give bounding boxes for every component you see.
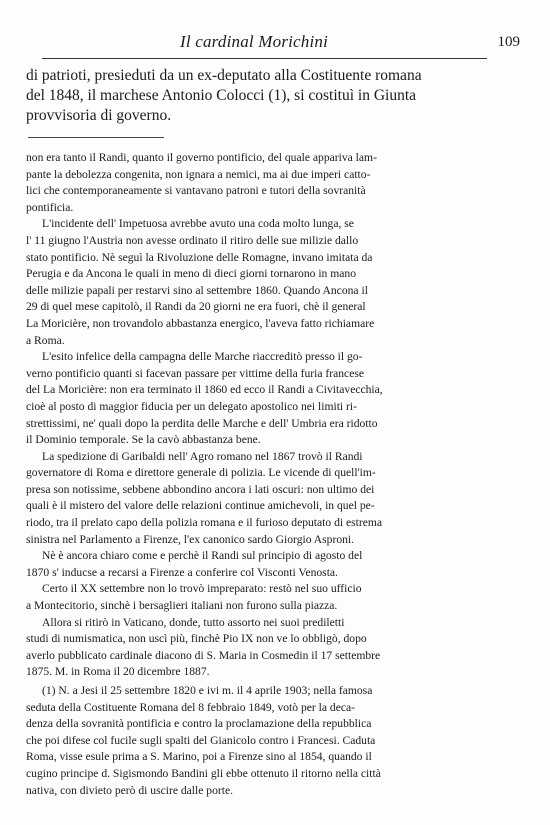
footnote-line: cugino principe d. Sigismondo Bandini gli ebbe ottenuto il ritorno nella città <box>26 766 381 780</box>
text-line: 1875. M. in Roma il 20 dicembre 1887. <box>26 665 210 679</box>
footnote-line: Roma, visse esule prima a S. Marino, poi a Firenze sino al 1854, quando il <box>26 750 372 764</box>
text-line: il Dominio temporale. Se la cavò abbastanza bene. <box>26 433 261 447</box>
running-header <box>40 32 520 52</box>
footnote-line: (1) N. a Jesi il 25 settembre 1820 e ivi m. il 4 aprile 1903; nella famosa <box>42 684 373 697</box>
text-line: 29 di quel mese capitolò, il Randi da 20 giorni ne era fuori, chè il general <box>26 300 366 314</box>
footnote-line: che poi difese col fucile sugli spalti del Gianicolo contro i Francesi. Caduta <box>26 733 376 747</box>
text-line: Allora si ritirò in Vaticano, donde, tutto assorto nei suoi prediletti <box>42 615 345 629</box>
text-line: a Montecitorio, sinchè i bersaglieri italiani non furono sulla piazza. <box>26 599 338 613</box>
text-line: pante la debolezza congenita, non ignara a nemici, ma ai due imperi catto- <box>26 167 371 181</box>
text-line: lici che contemporaneamente si vantavano patroni e tutori della sovranità <box>26 184 366 198</box>
text-line: Perugia e da Ancona le quali in meno di dieci giorni tornarono in mano <box>26 267 357 281</box>
body-text <box>26 150 508 799</box>
text-line: sinistra nel Parlamento a Firenze, l'ex canonico sardo Giorgio Asproni. <box>26 532 355 546</box>
paragraph <box>26 615 508 681</box>
text-line: del 1848, il marchese Antonio Colocci (1), si costituì in Giunta <box>26 87 417 104</box>
text-line: studi di numismatica, non uscì più, finchè Pio IX non ve lo obbligò, dopo <box>26 632 367 646</box>
footnote <box>26 683 508 799</box>
continued-paragraph <box>26 66 506 126</box>
running-title: Il cardinal Morichini <box>180 32 329 51</box>
header-rule <box>42 58 487 59</box>
text-line: La Moricière, non trovandolo abbastanza energico, l'aveva fatto richiamare <box>26 316 375 330</box>
text-line: verno pontificio quanti si facevan passare per vittime della furia francese <box>26 366 365 380</box>
paragraph <box>26 581 508 614</box>
text-line: cioè al posto di maggior fiducia per un delegato apostolico nei limiti ri- <box>26 399 357 413</box>
footnote-line: nativa, con divieto però di uscire dalle porte. <box>26 783 234 797</box>
text-line: strettissimi, ne' quali dopo la perdita delle Marche e dell' Umbria era ridotto <box>26 416 378 430</box>
text-line: La spedizione di Garibaldi nell' Agro romano nel 1867 trovò il Randi <box>42 449 363 463</box>
text-line: pontificia. <box>26 200 74 214</box>
text-line: non era tanto il Randi, quanto il governo pontificio, del quale appariva lam- <box>26 151 377 164</box>
text-line: l' 11 giugno l'Austria non avesse ordinato il ritiro delle sue milizie dallo <box>26 233 359 247</box>
paragraph <box>26 449 508 549</box>
paragraph <box>26 548 508 581</box>
text-line: riodo, tra il prelato capo della polizia romana e il furioso deputato di estrema <box>26 516 383 530</box>
text-line: stato pontificio. Nè seguì la Rivoluzione delle Romagne, invano imitata da <box>26 250 373 264</box>
text-line: provvisoria di governo. <box>26 107 172 124</box>
text-line: 1870 s' inducse a recarsi a Firenze a conferire col Visconti Venosta. <box>26 565 338 579</box>
page-number: 109 <box>497 34 520 50</box>
paragraph <box>26 349 508 449</box>
text-line: L'esito infelice della campagna delle Marche riaccreditò presso il go- <box>42 350 363 364</box>
text-line: di patrioti, presieduti da un ex-deputato alla Costituente romana <box>26 67 422 84</box>
text-line: a Roma. <box>26 333 65 347</box>
paragraph <box>26 216 508 349</box>
text-line: del La Moricière: non era terminato il 1860 ed ecco il Randi a Civitavecchia, <box>26 383 383 397</box>
text-line: presa son notissime, sebbene abbondino ancora i lati oscuri: non ultimo dei <box>26 482 375 496</box>
text-line: governatore di Roma e direttore generale di polizia. Le vicende di quell'im- <box>26 466 376 480</box>
footnote-line: seduta della Costituente Romana del 8 febbraio 1849, votò per la deca- <box>26 700 356 714</box>
footnote-line: denza della sovranità pontificia e contro la proclamazione della repubblica <box>26 717 372 731</box>
text-line: averlo pubblicato cardinale diacono di S. Maria in Cosmedin il 17 settembre <box>26 648 381 662</box>
paragraph <box>26 150 508 216</box>
text-line: L'incidente dell' Impetuosa avrebbe avuto una coda molto lunga, se <box>42 217 354 231</box>
text-line: quali è il mistero del valore delle relazioni continue amichevoli, in quel pe- <box>26 499 375 513</box>
text-line: Certo il XX settembre non lo trovò impreparato: restò nel suo ufficio <box>42 582 362 596</box>
text-line: Nè è ancora chiaro come e perchè il Randi sul principio di agosto del <box>42 549 363 563</box>
footnote-separator-rule <box>28 137 164 138</box>
text-line: delle milizie papali per restarvi sino al settembre 1860. Quando Ancona il <box>26 283 368 297</box>
